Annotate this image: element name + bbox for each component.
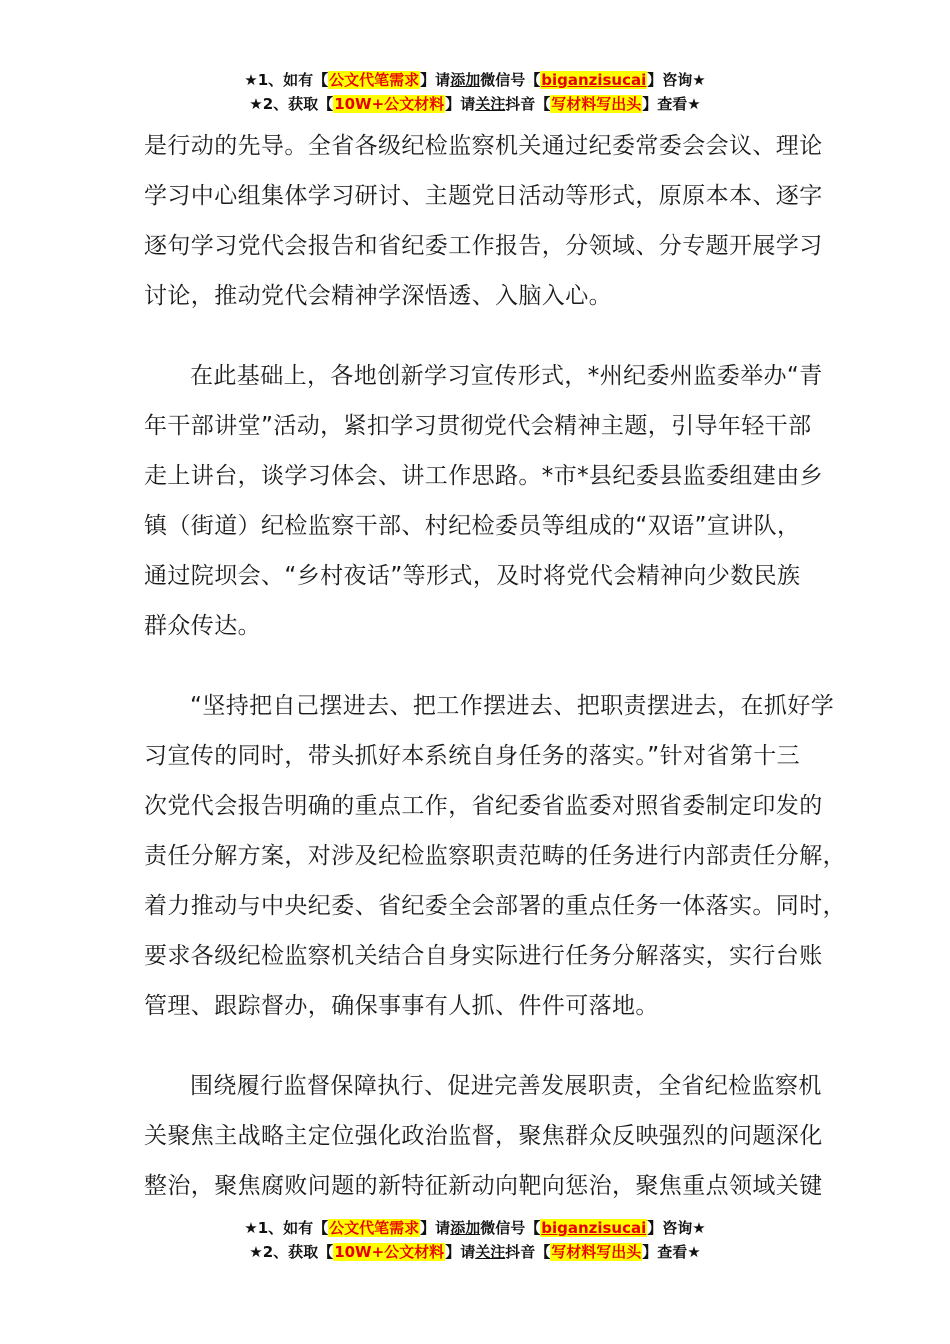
highlight-ghostwriting: 公文代笔需求 [329,1219,420,1237]
text-line: 管理、跟踪督办，确保事事有人抓、件件可落地。 [144,993,659,1019]
text-line: 着力推动与中央纪委、省纪委全会部署的重点任务一体落实。同时， [144,893,846,919]
paragraph-3 [144,681,846,1031]
highlight-douyin: 写材料写出头 [551,1243,642,1261]
text-line: 是行动的先导。全省各级纪检监察机关通过纪委常委会会议、理论 [144,133,823,159]
footer-promo-banner [0,1216,950,1264]
highlight-ghostwriting: 公文代笔需求 [329,71,420,89]
highlight-douyin: 写材料写出头 [551,95,642,113]
text-line: 走上讲台，谈学习体会、讲工作思路。*市*县纪委县监委组建由乡 [144,463,823,489]
promo-line-1: ★1、如有【公文代笔需求】请添加微信号【biganzisucai】咨询★ [244,1219,706,1237]
highlight-wechat-id: biganzisucai [541,1219,647,1237]
document-body [144,121,846,1241]
text-line: 习宣传的同时，带头抓好本系统自身任务的落实。”针对省第十三 [144,743,801,769]
text-line: 围绕履行监督保障执行、促进完善发展职责，全省纪检监察机 [190,1073,822,1099]
promo-line-2: ★2、获取【10W+公文材料】请关注抖音【写材料写出头】查看★ [249,95,701,113]
promo-line-1: ★1、如有【公文代笔需求】请添加微信号【biganzisucai】咨询★ [244,71,706,89]
text-line: “坚持把自己摆进去、把工作摆进去、把职责摆进去，在抓好学 [190,693,835,719]
text-line: 群众传达。 [144,613,261,639]
promo-line-2: ★2、获取【10W+公文材料】请关注抖音【写材料写出头】查看★ [249,1243,701,1261]
text-line: 关聚焦主战略主定位强化政治监督，聚焦群众反映强烈的问题深化 [144,1123,823,1149]
text-line: 责任分解方案，对涉及纪检监察职责范畴的任务进行内部责任分解， [144,843,846,869]
text-line: 在此基础上，各地创新学习宣传形式，*州纪委州监委举办“青 [190,363,823,389]
text-line: 讨论，推动党代会精神学深悟透、入脑入心。 [144,283,612,309]
text-line: 整治，聚焦腐败问题的新特征新动向靶向惩治，聚焦重点领域关键 [144,1173,823,1199]
text-line: 次党代会报告明确的重点工作，省纪委省监委对照省委制定印发的 [144,793,823,819]
text-line: 年干部讲堂”活动，紧扣学习贯彻党代会精神主题，引导年轻干部 [144,413,812,439]
paragraph-2 [144,351,823,651]
text-line: 学习中心组集体学习研讨、主题党日活动等形式，原原本本、逐字 [144,183,823,209]
highlight-materials: 10W+公文材料 [334,1243,445,1261]
text-line: 镇（街道）纪检监察干部、村纪检委员等组成的“双语”宣讲队， [144,513,801,539]
highlight-materials: 10W+公文材料 [334,95,445,113]
header-promo-banner [0,68,950,116]
text-line: 要求各级纪检监察机关结合自身实际进行任务分解落实，实行台账 [144,943,823,969]
text-line: 逐句学习党代会报告和省纪委工作报告，分领域、分专题开展学习 [144,233,823,259]
text-line: 通过院坝会、“乡村夜话”等形式，及时将党代会精神向少数民族 [144,563,801,589]
paragraph-1 [144,121,823,321]
highlight-wechat-id: biganzisucai [541,71,647,89]
paragraph-4 [144,1061,823,1211]
